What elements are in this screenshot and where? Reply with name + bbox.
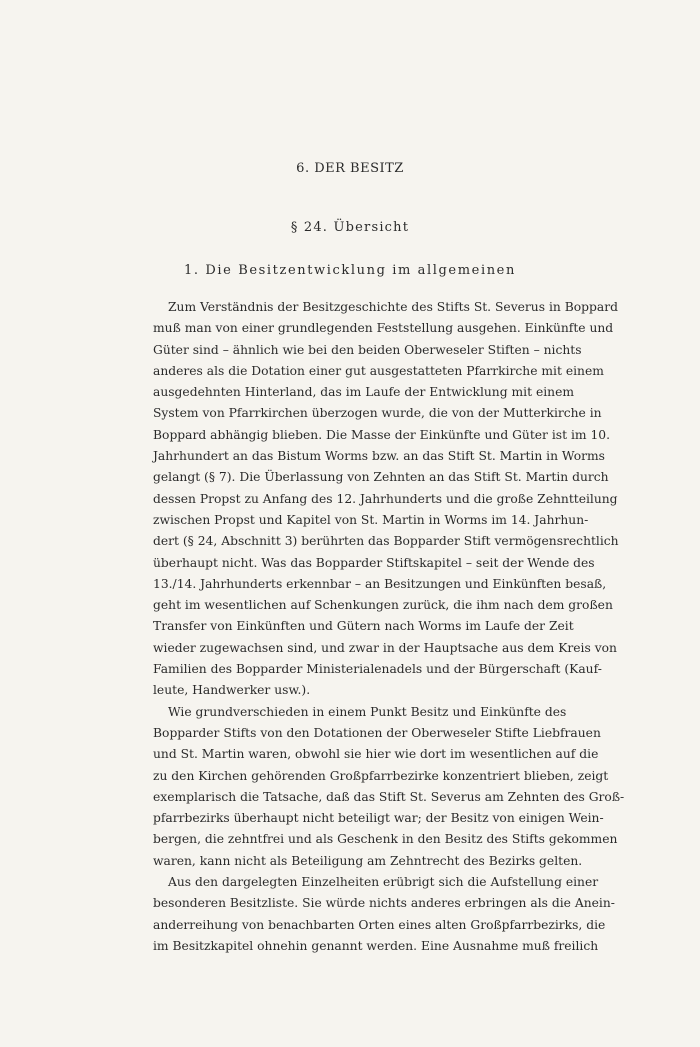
section-title: § 24. Übersicht — [290, 220, 410, 235]
text-line: waren, kann nicht als Beteiligung am Zehntrecht des Bezirks gelten. — [153, 853, 583, 868]
subsection-title: 1. Die Besitzentwicklung im allgemeinen — [184, 263, 516, 278]
text-line: Güter sind – ähnlich wie bei den beiden Oberweseler Stiften – nichts — [153, 342, 582, 357]
text-line: pfarrbezirks überhaupt nicht beteiligt war; der Besitz von einigen Wein- — [153, 811, 604, 826]
text-line: anderes als die Dotation einer gut ausgestatteten Pfarrkirche mit einem — [153, 363, 604, 378]
text-line: dessen Propst zu Anfang des 12. Jahrhunderts und die große Zehntteilung — [153, 491, 618, 506]
text-line: Bopparder Stifts von den Dotationen der Oberweseler Stifte Liebfrauen — [153, 725, 601, 740]
text-line: geht im wesentlichen auf Schenkungen zurück, die ihm nach dem großen — [153, 598, 613, 613]
text-line: dert (§ 24, Abschnitt 3) berührten das Bopparder Stift vermögensrechtlich — [153, 534, 619, 549]
text-line: System von Pfarrkirchen überzogen wurde, die von der Mutterkirche in — [153, 406, 602, 421]
text-line: Zum Verständnis der Besitzgeschichte des Stifts St. Severus in Boppard — [168, 300, 618, 314]
text-line: 13./14. Jahrhunderts erkennbar – an Besitzungen und Einkünften besaß, — [153, 576, 607, 591]
text-line: Jahrhundert an das Bistum Worms bzw. an das Stift St. Martin in Worms — [153, 449, 605, 464]
text-line: zwischen Propst und Kapitel von St. Martin in Worms im 14. Jahrhun- — [153, 512, 589, 527]
text-line: wieder zugewachsen sind, und zwar in der Hauptsache aus dem Kreis von — [153, 640, 617, 655]
text-line: gelangt (§ 7). Die Überlassung von Zehnten an das Stift St. Martin durch — [153, 470, 609, 485]
text-line: ausgedehnten Hinterland, das im Laufe der Entwicklung mit einem — [153, 385, 575, 400]
body-text — [153, 297, 625, 957]
text-line: Wie grundverschieden in einem Punkt Besitz und Einkünfte des — [168, 704, 567, 719]
text-line: überhaupt nicht. Was das Bopparder Stiftskapitel – seit der Wende des — [153, 555, 595, 570]
text-line: exemplarisch die Tatsache, daß das Stift St. Severus am Zehnten des Groß- — [153, 789, 625, 804]
text-line: Aus den dargelegten Einzelheiten erübrigt sich die Aufstellung einer — [168, 875, 599, 890]
paragraph — [153, 702, 625, 872]
text-line: besonderen Besitzliste. Sie würde nichts anderes erbringen als die Anein- — [153, 896, 615, 911]
text-line: Familien des Bopparder Ministerialenadels und der Bürgerschaft (Kauf- — [153, 662, 602, 677]
text-line: Boppard abhängig blieben. Die Masse der Einkünfte und Güter ist im 10. — [153, 427, 610, 442]
paragraph — [153, 872, 615, 957]
text-line: leute, Handwerker usw.). — [153, 683, 311, 698]
paragraph — [153, 297, 619, 702]
text-line: bergen, die zehntfrei und als Geschenk in den Besitz des Stifts gekommen — [153, 832, 618, 847]
text-line: zu den Kirchen gehörenden Großpfarrbezirke konzentriert blieben, zeigt — [153, 768, 609, 783]
text-line: muß man von einer grundlegenden Feststellung ausgehen. Einkünfte und — [153, 321, 614, 336]
chapter-title: 6. DER BESITZ — [296, 161, 404, 176]
text-line: Transfer von Einkünften und Gütern nach Worms im Laufe der Zeit — [153, 619, 574, 634]
text-line: und St. Martin waren, obwohl sie hier wie dort im wesentlichen auf die — [153, 747, 599, 762]
text-line: im Besitzkapitel ohnehin genannt werden. Eine Ausnahme muß freilich — [153, 938, 599, 953]
text-line: anderreihung von benachbarten Orten eines alten Großpfarrbezirks, die — [153, 917, 606, 932]
